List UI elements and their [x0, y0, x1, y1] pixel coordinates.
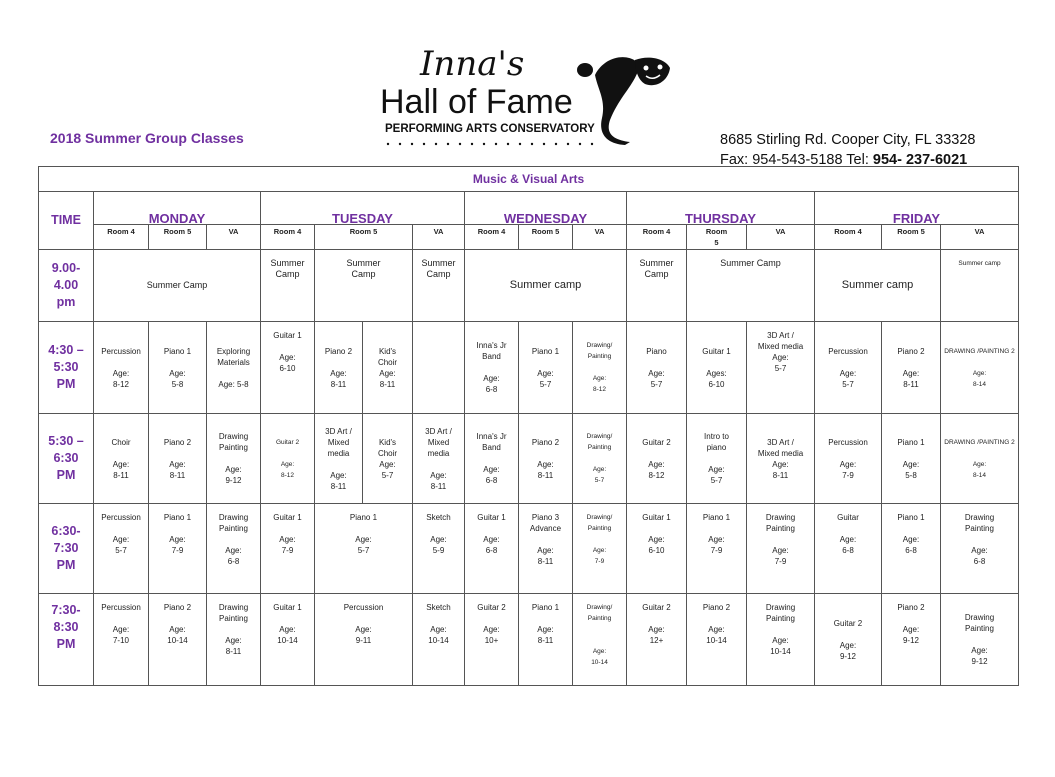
class-cell: Piano 2 Age: 8-11 — [149, 414, 207, 504]
tel-number: 954- 237-6021 — [872, 152, 968, 168]
time-slot: 5:30 – 6:30 PM — [39, 414, 94, 504]
class-cell: Sketch Age: 10-14 — [413, 594, 465, 686]
class-cell: Summer camp — [941, 250, 1019, 322]
class-cell: Drawing Painting Age: 10-14 — [747, 594, 815, 686]
class-cell: Drawing/ Painting Age: 5-7 — [573, 414, 627, 504]
class-cell: Summer Camp — [261, 250, 315, 322]
class-cell: Drawing Painting Age: 9-12 — [941, 594, 1019, 686]
class-cell: Guitar 1 Age: 6-8 — [465, 504, 519, 594]
class-cell: Piano 1 Age: 6-8 — [882, 504, 941, 594]
class-cell: Piano 1 Age: 5-8 — [149, 322, 207, 414]
class-cell: Piano 3 Advance Age: 8-11 — [519, 504, 573, 594]
document-title: 2018 Summer Group Classes — [50, 130, 244, 146]
room-header: VA — [747, 225, 815, 250]
class-cell: Piano 2 Age: 10-14 — [149, 594, 207, 686]
class-cell: Guitar 1 Ages: 6-10 — [687, 322, 747, 414]
street-address: 8685 Stirling Rd. Cooper City, FL 33328 — [720, 132, 976, 148]
class-cell: Guitar 2 Age: 12+ — [627, 594, 687, 686]
room-header: Room 5 — [149, 225, 207, 250]
room-header: Room 4 — [261, 225, 315, 250]
class-cell: Guitar 1 Age: 6-10 — [627, 504, 687, 594]
class-cell: 3D Art / Mixed media Age: 8-11 — [315, 414, 363, 504]
class-cell: Percussion Age: 5-7 — [94, 504, 149, 594]
class-cell: Sketch Age: 5-9 — [413, 504, 465, 594]
class-cell: Percussion Age: 7-9 — [815, 414, 882, 504]
room-header: Room 5 — [687, 225, 747, 250]
school-logo — [380, 40, 680, 150]
logo-script: Inna's — [420, 44, 525, 84]
class-cell: Piano Age: 5-7 — [627, 322, 687, 414]
room-header: Room 4 — [627, 225, 687, 250]
class-cell: Piano 2 Age: 8-11 — [315, 322, 363, 414]
class-cell: Guitar 2 Age: 8-12 — [261, 414, 315, 504]
class-cell: 3D Art / Mixed media Age: 8-11 — [747, 414, 815, 504]
logo-main: Hall of Fame — [380, 83, 573, 121]
class-cell: Summer camp — [815, 250, 941, 322]
class-cell: Piano 1 Age: 7-9 — [687, 504, 747, 594]
time-slot: 7:30- 8:30 PM — [39, 594, 94, 686]
day-thursday: THURSDAY — [627, 192, 815, 225]
class-cell: Drawing/ Painting Age: 10-14 — [573, 594, 627, 686]
class-cell: Exploring Materials Age: 5-8 — [207, 322, 261, 414]
room-header: Room 4 — [815, 225, 882, 250]
day-tuesday: TUESDAY — [261, 192, 465, 225]
class-cell: Piano 1 Age: 8-11 — [519, 594, 573, 686]
logo-sub: PERFORMING ARTS CONSERVATORY — [385, 123, 595, 135]
class-cell: Guitar 2 Age: 8-12 — [627, 414, 687, 504]
class-cell: Kid's Choir Age: 8-11 — [363, 322, 413, 414]
class-cell: Piano 2 Age: 10-14 — [687, 594, 747, 686]
class-cell: Summer Camp — [687, 250, 815, 322]
class-cell: Piano 2 Age: 8-11 — [519, 414, 573, 504]
class-cell: Guitar 2 Age: 10+ — [465, 594, 519, 686]
class-cell: Piano 1 Age: 7-9 — [149, 504, 207, 594]
time-slot: 4:30 – 5:30 PM — [39, 322, 94, 414]
schedule-banner: Music & Visual Arts — [39, 167, 1019, 192]
class-cell: Piano 2 Age: 9-12 — [882, 594, 941, 686]
class-cell: Piano 2 Age: 8-11 — [882, 322, 941, 414]
class-cell: Drawing/ Painting Age: 7-9 — [573, 504, 627, 594]
time-slot: 6:30- 7:30 PM — [39, 504, 94, 594]
class-cell: Inna's Jr Band Age: 6-8 — [465, 414, 519, 504]
class-cell: Guitar Age: 6-8 — [815, 504, 882, 594]
class-cell: Piano 1 Age: 5-8 — [882, 414, 941, 504]
room-header: VA — [573, 225, 627, 250]
class-cell: Kid's Choir Age: 5-7 — [363, 414, 413, 504]
class-cell: Drawing Painting Age: 9-12 — [207, 414, 261, 504]
schedule-table — [38, 166, 1018, 685]
class-cell — [413, 322, 465, 414]
room-header: Room 5 — [519, 225, 573, 250]
class-cell: Percussion Age: 8-12 — [94, 322, 149, 414]
class-cell: Percussion Age: 5-7 — [815, 322, 882, 414]
room-header: VA — [413, 225, 465, 250]
class-cell: Drawing Painting Age: 8-11 — [207, 594, 261, 686]
room-header: Room 5 — [315, 225, 413, 250]
class-cell: Drawing Painting Age: 7-9 — [747, 504, 815, 594]
class-cell: Guitar 1 Age: 7-9 — [261, 504, 315, 594]
class-cell: 3D Art / Mixed media Age: 8-11 — [413, 414, 465, 504]
contact-address — [720, 130, 976, 170]
day-friday: FRIDAY — [815, 192, 1019, 225]
fax-text: Fax: 954-543-5188 Tel: — [720, 152, 873, 168]
room-header: Room 4 — [465, 225, 519, 250]
class-cell: Percussion Age: 7-10 — [94, 594, 149, 686]
class-cell: 3D Art / Mixed media Age: 5-7 — [747, 322, 815, 414]
class-cell: DRAWING /PAINTING 2 Age: 8-14 — [941, 414, 1019, 504]
class-cell: Guitar 1 Age: 6-10 — [261, 322, 315, 414]
class-cell: Drawing Painting Age: 6-8 — [941, 504, 1019, 594]
class-cell: Summer Camp — [627, 250, 687, 322]
class-cell: Choir Age: 8-11 — [94, 414, 149, 504]
room-header: Room 4 — [94, 225, 149, 250]
class-cell: DRAWING /PAINTING 2 Age: 8-14 — [941, 322, 1019, 414]
day-wednesday: WEDNESDAY — [465, 192, 627, 225]
class-cell: Drawing Painting Age: 6-8 — [207, 504, 261, 594]
room-header: Room 5 — [882, 225, 941, 250]
class-cell: Inna's Jr Band Age: 6-8 — [465, 322, 519, 414]
class-cell: Percussion Age: 9-11 — [315, 594, 413, 686]
dots-decoration — [387, 143, 593, 145]
room-header: VA — [207, 225, 261, 250]
class-cell: Piano 1 Age: 5-7 — [315, 504, 413, 594]
room-header: VA — [941, 225, 1019, 250]
class-cell: Summer camp — [465, 250, 627, 322]
class-cell: Summer Camp — [94, 250, 261, 322]
time-header: TIME — [39, 192, 94, 250]
class-cell: Summer Camp — [413, 250, 465, 322]
class-cell: Intro to piano Age: 5-7 — [687, 414, 747, 504]
class-cell: Guitar 1 Age: 10-14 — [261, 594, 315, 686]
class-cell: Guitar 2 Age: 9-12 — [815, 594, 882, 686]
class-cell: Drawing/ Painting Age: 8-12 — [573, 322, 627, 414]
class-cell: Piano 1 Age: 5-7 — [519, 322, 573, 414]
time-slot: 9.00- 4.00 pm — [39, 250, 94, 322]
day-monday: MONDAY — [94, 192, 261, 225]
class-cell: Summer Camp — [315, 250, 413, 322]
